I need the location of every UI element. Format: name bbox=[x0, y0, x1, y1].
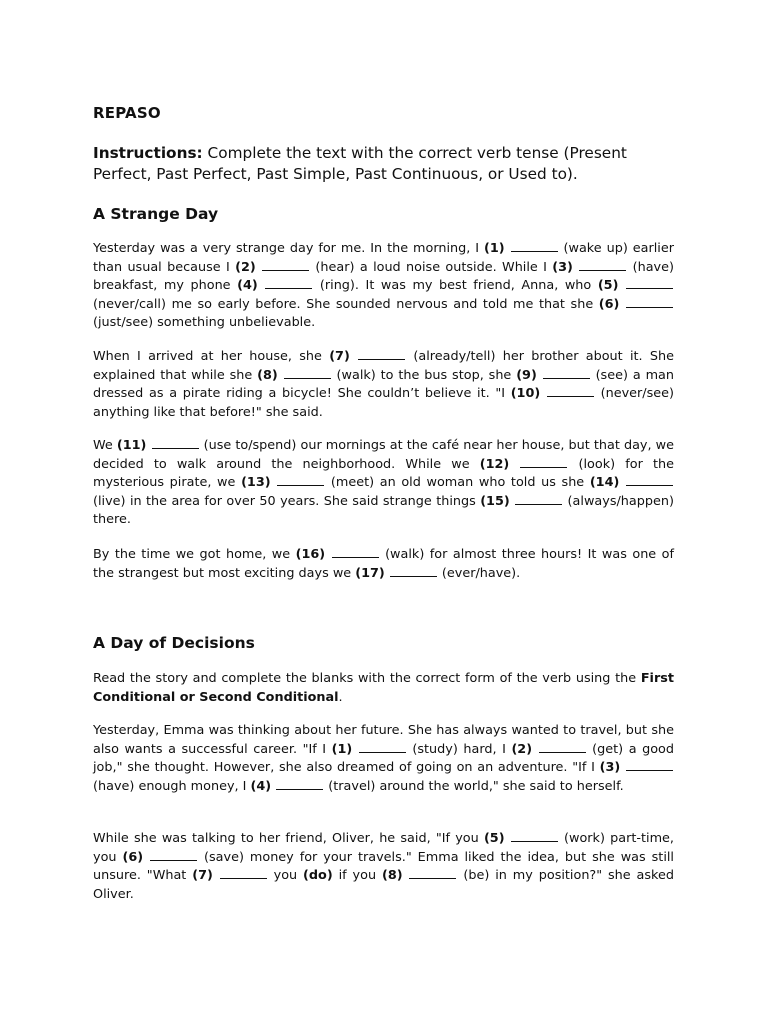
item-number: First Conditional or Second Conditional bbox=[93, 671, 674, 705]
paragraph-text: (walk) for almost three hours! It was one of the strangest but most exciting days we bbox=[93, 547, 674, 581]
answer-blank[interactable] bbox=[626, 277, 673, 289]
answer-blank[interactable] bbox=[359, 741, 406, 753]
section-heading-decisions: A Day of Decisions bbox=[93, 634, 255, 652]
paragraph-text: When I arrived at her house, she bbox=[93, 349, 330, 364]
item-number: (2) bbox=[235, 259, 256, 275]
item-number: (17) bbox=[355, 565, 385, 581]
paragraph bbox=[93, 830, 674, 904]
paragraph-text: (have) breakfast, my phone bbox=[93, 259, 674, 294]
item-number: (8) bbox=[381, 868, 403, 884]
answer-blank[interactable] bbox=[265, 277, 312, 289]
answer-blank[interactable] bbox=[626, 759, 673, 771]
paragraph-text: if you bbox=[332, 868, 382, 884]
item-number: (7) bbox=[329, 349, 350, 364]
item-number: (5) bbox=[597, 278, 619, 294]
answer-blank[interactable] bbox=[152, 437, 199, 449]
paragraph bbox=[93, 437, 674, 530]
paragraph-text: (get) a good job," she thought. However, she also dreamed of going on an adventure. "If I bbox=[93, 741, 675, 776]
paragraph-text: (see) a man dressed as a pirate riding a bicycle! She couldn’t believe it. "I bbox=[93, 367, 674, 402]
item-number: (4) bbox=[250, 778, 272, 794]
paragraph-text: By the time we got home, we bbox=[93, 547, 296, 562]
paragraph-text: (live) in the area for over 50 years. She said strange things bbox=[93, 493, 481, 509]
item-number: (1) bbox=[331, 741, 353, 757]
answer-blank[interactable] bbox=[409, 867, 456, 879]
paragraph-text: (ever/have). bbox=[437, 565, 521, 581]
answer-blank[interactable] bbox=[276, 778, 323, 790]
item-number: (10) bbox=[510, 386, 541, 402]
answer-blank[interactable] bbox=[332, 546, 379, 558]
paragraph-text: (hear) a loud noise outside. While I bbox=[310, 259, 553, 275]
answer-blank[interactable] bbox=[539, 741, 586, 753]
paragraph-text: . bbox=[338, 689, 343, 705]
paragraph-text: We bbox=[93, 438, 117, 453]
paragraph bbox=[93, 670, 674, 707]
paragraph-text: (meet) an old woman who told us she bbox=[325, 475, 590, 491]
item-number: (3) bbox=[552, 259, 573, 275]
paragraph-text: (never/see) anything like that before!" she said. bbox=[93, 386, 674, 420]
item-number: (4) bbox=[237, 278, 258, 294]
paragraph bbox=[93, 348, 674, 422]
item-number: (8) bbox=[257, 367, 278, 383]
paragraph-text: Read the story and complete the blanks with the correct form of the verb using the bbox=[93, 671, 641, 686]
paragraph bbox=[93, 546, 674, 583]
paragraph-text: (travel) around the world," she said to herself. bbox=[324, 778, 624, 794]
answer-blank[interactable] bbox=[284, 367, 331, 379]
item-number: (12) bbox=[479, 456, 510, 472]
answer-blank[interactable] bbox=[390, 565, 437, 577]
paragraph-text: (never/call) me so early before. She sounded nervous and told me that she bbox=[93, 296, 599, 312]
item-number: (6) bbox=[122, 849, 144, 865]
answer-blank[interactable] bbox=[543, 367, 590, 379]
paragraph-text: Yesterday was a very strange day for me. In the morning, I bbox=[93, 241, 484, 256]
paragraph-text: (look) for the mysterious pirate, we bbox=[93, 456, 674, 491]
paragraph-text: (always/happen) there. bbox=[93, 493, 674, 528]
item-number: (9) bbox=[516, 367, 537, 383]
paragraph-text: While she was talking to her friend, Oliver, he said, "If you bbox=[93, 831, 484, 846]
item-number: (do) bbox=[303, 868, 333, 884]
paragraph-text: (just/see) something unbelievable. bbox=[93, 315, 316, 331]
item-number: (3) bbox=[599, 760, 621, 776]
answer-blank[interactable] bbox=[511, 830, 558, 842]
answer-blank[interactable] bbox=[358, 348, 405, 360]
section-heading-strange-day: A Strange Day bbox=[93, 205, 219, 223]
answer-blank[interactable] bbox=[150, 849, 197, 861]
item-number: (7) bbox=[192, 868, 213, 884]
answer-blank[interactable] bbox=[626, 296, 673, 308]
paragraph bbox=[93, 240, 674, 333]
item-number: (15) bbox=[480, 493, 510, 509]
paragraph-text: (ring). It was my best friend, Anna, who bbox=[313, 278, 598, 294]
paragraph-text: (study) hard, I bbox=[406, 741, 512, 757]
paragraph-text: (have) enough money, I bbox=[93, 778, 251, 794]
answer-blank[interactable] bbox=[262, 259, 309, 271]
item-number: (16) bbox=[295, 547, 326, 562]
paragraph-text: you bbox=[267, 868, 304, 884]
paragraph-text: (walk) to the bus stop, she bbox=[331, 367, 517, 383]
item-number: (11) bbox=[116, 438, 147, 453]
paragraph-text: (use to/spend) our mornings at the café near her house, but that day, we decided to walk around the neighborhood. While we bbox=[93, 438, 674, 472]
item-number: (1) bbox=[484, 241, 505, 256]
item-number: (13) bbox=[241, 475, 271, 491]
item-number: (14) bbox=[589, 475, 620, 491]
answer-blank[interactable] bbox=[515, 493, 562, 505]
answer-blank[interactable] bbox=[579, 259, 626, 271]
answer-blank[interactable] bbox=[277, 474, 324, 486]
item-number: (5) bbox=[483, 831, 505, 846]
answer-blank[interactable] bbox=[511, 240, 558, 252]
answer-blank[interactable] bbox=[520, 456, 567, 468]
instructions-label: Instructions: bbox=[93, 144, 203, 162]
paragraph-text: (be) in my position?" she asked Oliver. bbox=[93, 868, 675, 902]
paragraph bbox=[93, 722, 674, 796]
instructions bbox=[93, 143, 674, 185]
answer-blank[interactable] bbox=[626, 474, 673, 486]
item-number: (2) bbox=[511, 741, 533, 757]
paragraph-text: Yesterday, Emma was thinking about her future. She has always wanted to travel, but she also wants a successful career. "If I bbox=[93, 723, 674, 757]
answer-blank[interactable] bbox=[547, 385, 594, 397]
paragraph-text: (save) money for your travels." Emma liked the idea, but she was still unsure. "What bbox=[93, 849, 674, 884]
paragraph-text: (wake up) earlier than usual because I bbox=[93, 241, 674, 275]
instructions-text: Complete the text with the correct verb tense (Present Perfect, Past Perfect, Past Simple, Past Continuous, or Used to). bbox=[93, 144, 627, 183]
paragraph-text: (already/tell) her brother about it. She explained that while she bbox=[93, 349, 674, 383]
page-title: REPASO bbox=[93, 104, 161, 122]
item-number: (6) bbox=[598, 296, 620, 312]
answer-blank[interactable] bbox=[220, 867, 267, 879]
paragraph-text: (work) part-time, you bbox=[93, 831, 674, 865]
